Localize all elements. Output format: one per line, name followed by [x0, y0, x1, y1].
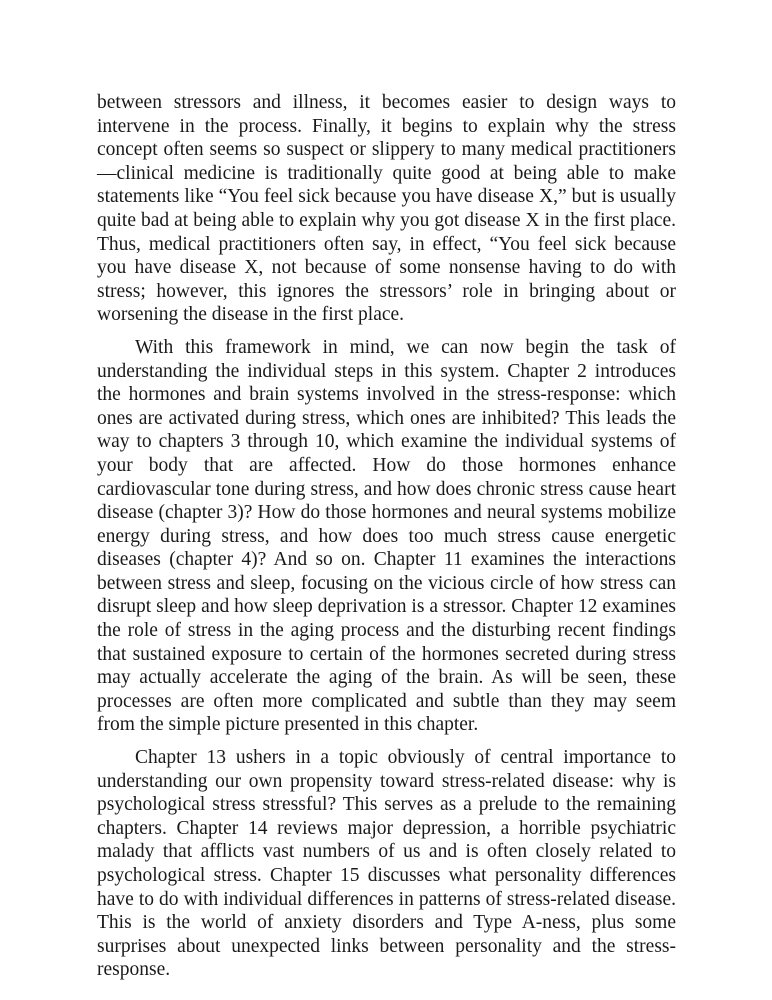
paragraph-3: Chapter 13 ushers in a topic obviously of central importance to understanding our own propensity toward stress-related disease: why is psychological stress stressful? This serves as a prelude to the remaining chapters. Chapter 14 reviews major depression, a horrible psychiatric malady that afflicts vast numbers of us and is often closely related to psychological stress. Chapter 15 discusses what personality differences have to do with individual differences in patterns of stress-related disease. This is the world of anxiety disorders and Type A-ness, plus some surprises about unexpected links between personality and the stress-response. [97, 747, 676, 981]
paragraph-1: between stressors and illness, it becomes easier to design ways to intervene in the process. Finally, it begins to explain why the stress concept often seems so suspect or slippery to many medical practitioners—clinical medicine is traditionally quite good at being able to make statements like “You feel sick because you have disease X,” but is usually quite bad at being able to explain why you got disease X in the first place. Thus, medical practitioners often say, in effect, “You feel sick because you have disease X, not because of some nonsense having to do with stress; however, this ignores the stressors’ role in bringing about or worsening the disease in the first place. [97, 92, 676, 326]
document-page [97, 91, 676, 991]
paragraph-2: With this framework in mind, we can now begin the task of understanding the individual steps in this system. Chapter 2 introduces the hormones and brain systems involved in the stress-response: which ones are activated during stress, which ones are inhibited? This leads the way to chapters 3 through 10, which examine the individual systems of your body that are affected. How do those hormones enhance cardiovascular tone during stress, and how does chronic stress cause heart disease (chapter 3)? How do those hormones and neural systems mobilize energy during stress, and how does too much stress cause energetic diseases (chapter 4)? And so on. Chapter 11 examines the interactions between stress and sleep, focusing on the vicious circle of how stress can disrupt sleep and how sleep deprivation is a stressor. Chapter 12 examines the role of stress in the aging process and the disturbing recent findings that sustained exposure to certain of the hormones secreted during stress may actually accelerate the aging of the brain. As will be seen, these processes are often more complicated and subtle than they may seem from the simple picture presented in this chapter. [97, 336, 676, 736]
